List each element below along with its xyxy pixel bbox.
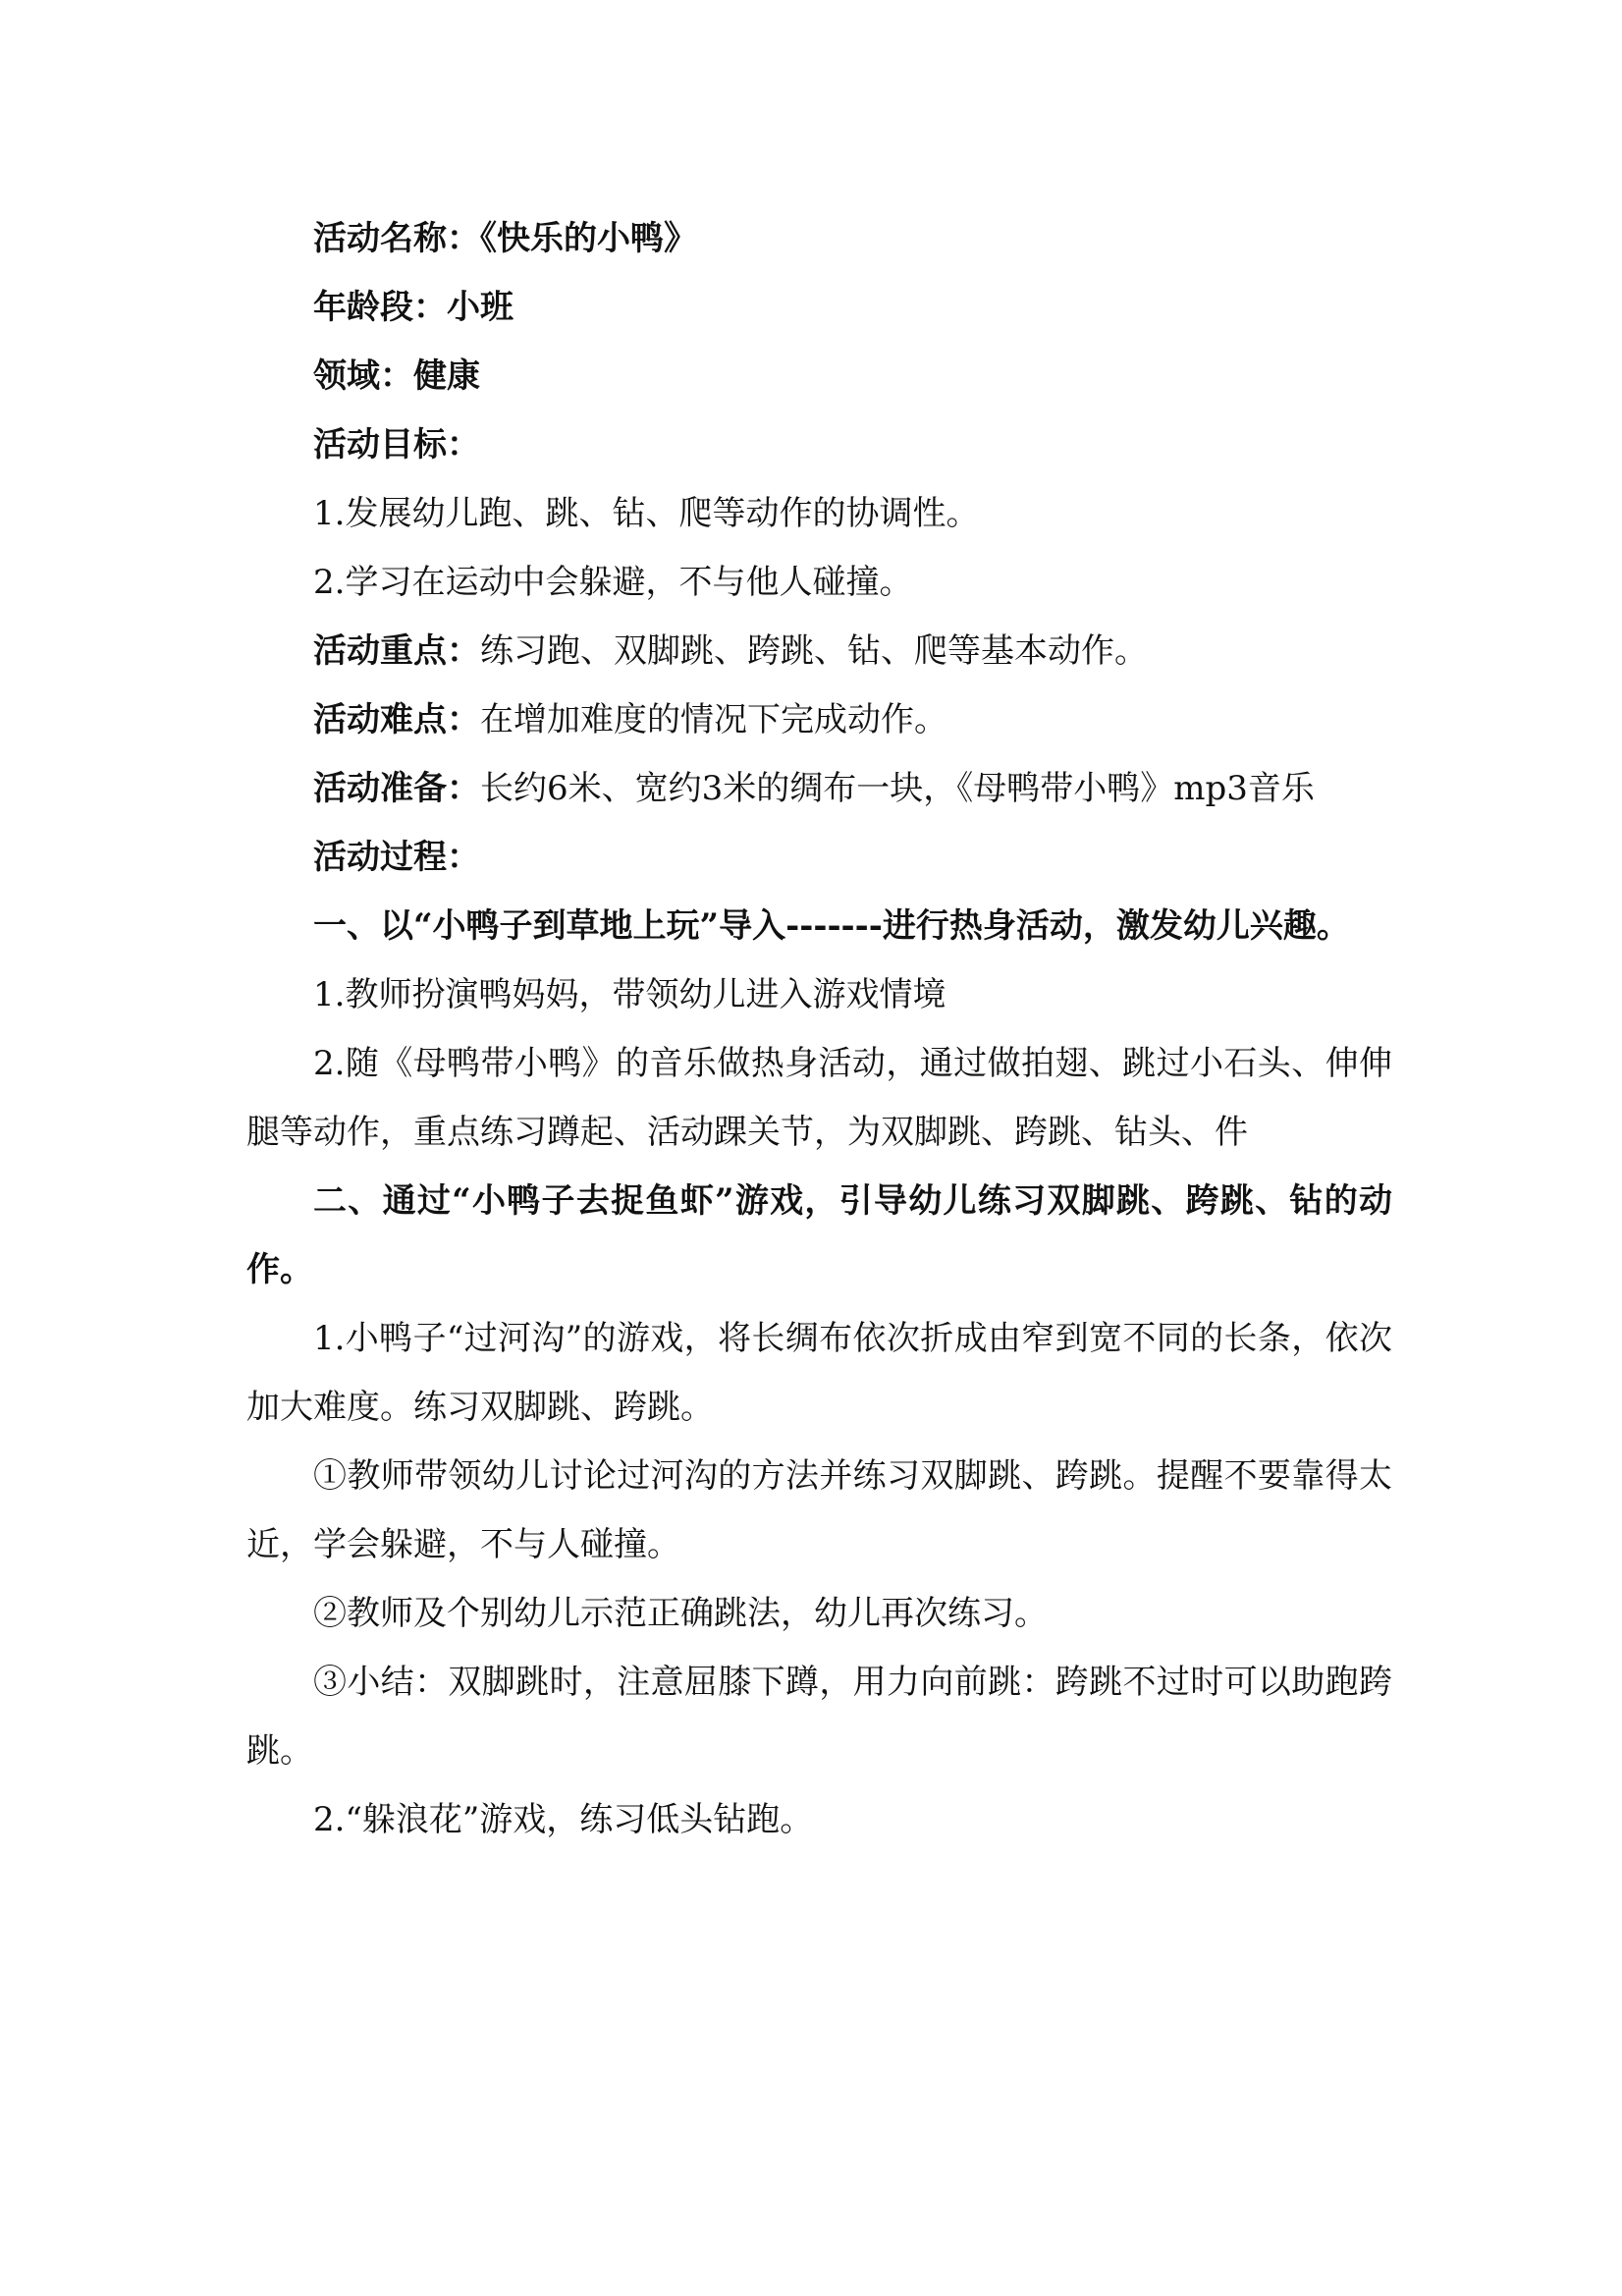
- difficulty-label: 活动难点：: [313, 700, 480, 739]
- domain-line: [246, 342, 1392, 410]
- goals-heading: 活动目标：: [313, 425, 480, 465]
- section-2-heading: 二、通过“小鸭子去捉鱼虾”游戏，引导幼儿练习双脚跳、跨跳、钻的动作。: [246, 1181, 1392, 1289]
- section-2-item-1: 1.小鸭子“过河沟”的游戏，将长绸布依次折成由窄到宽不同的长条，依次加大难度。练习双脚跳、跨跳。: [246, 1319, 1392, 1427]
- preparation-label: 活动准备：: [313, 769, 480, 808]
- age-group-line: [246, 273, 1392, 342]
- goal-2: 2.学习在运动中会躲避，不与他人碰撞。: [313, 563, 913, 602]
- section-2-item-2: 2.“躲浪花”游戏，练习低头钻跑。: [313, 1800, 814, 1839]
- section-2-sub-2: ②教师及个别幼儿示范正确跳法，幼儿再次练习。: [313, 1594, 1048, 1633]
- document-page: [248, 204, 1392, 1854]
- domain-value: 健康: [413, 356, 480, 396]
- section-1-item-1: 1.教师扮演鸭妈妈，带领幼儿进入游戏情境: [313, 975, 946, 1014]
- section-2-sub-1: ①教师带领幼儿讨论过河沟的方法并练习双脚跳、跨跳。提醒不要靠得太近，学会躲避，不与人碰撞。: [246, 1456, 1392, 1564]
- preparation-line: [246, 754, 1392, 823]
- section-1-item-2: 2.随《母鸭带小鸭》的音乐做热身活动，通过做拍翅、跳过小石头、伸伸腿等动作，重点练习蹲起、活动踝关节，为双脚跳、跨跳、钻头、件: [246, 1044, 1392, 1152]
- preparation-value: 长约6米、宽约3米的绸布一块，《母鸭带小鸭》mp3音乐: [480, 769, 1315, 808]
- difficulty-line: [246, 685, 1392, 754]
- process-heading: 活动过程：: [313, 838, 480, 877]
- domain-label: 领域：: [313, 356, 413, 396]
- activity-name-label: 活动名称：: [313, 219, 480, 258]
- key-points-line: [246, 617, 1392, 685]
- activity-name-line: [246, 204, 1392, 273]
- activity-name-value: 《快乐的小鸭》: [480, 219, 697, 258]
- key-points-value: 练习跑、双脚跳、跨跳、钻、爬等基本动作。: [480, 631, 1148, 671]
- section-1-heading: 一、以“小鸭子到草地上玩”导入-------进行热身活动，激发幼儿兴趣。: [313, 906, 1350, 946]
- age-group-value: 小班: [447, 288, 514, 327]
- age-group-label: 年龄段：: [313, 288, 447, 327]
- section-2-sub-3: ③小结：双脚跳时，注意屈膝下蹲，用力向前跳：跨跳不过时可以助跑跨跳。: [246, 1663, 1392, 1771]
- difficulty-value: 在增加难度的情况下完成动作。: [480, 700, 947, 739]
- key-points-label: 活动重点：: [313, 631, 480, 671]
- goal-1: 1.发展幼儿跑、跳、钻、爬等动作的协调性。: [313, 494, 980, 533]
